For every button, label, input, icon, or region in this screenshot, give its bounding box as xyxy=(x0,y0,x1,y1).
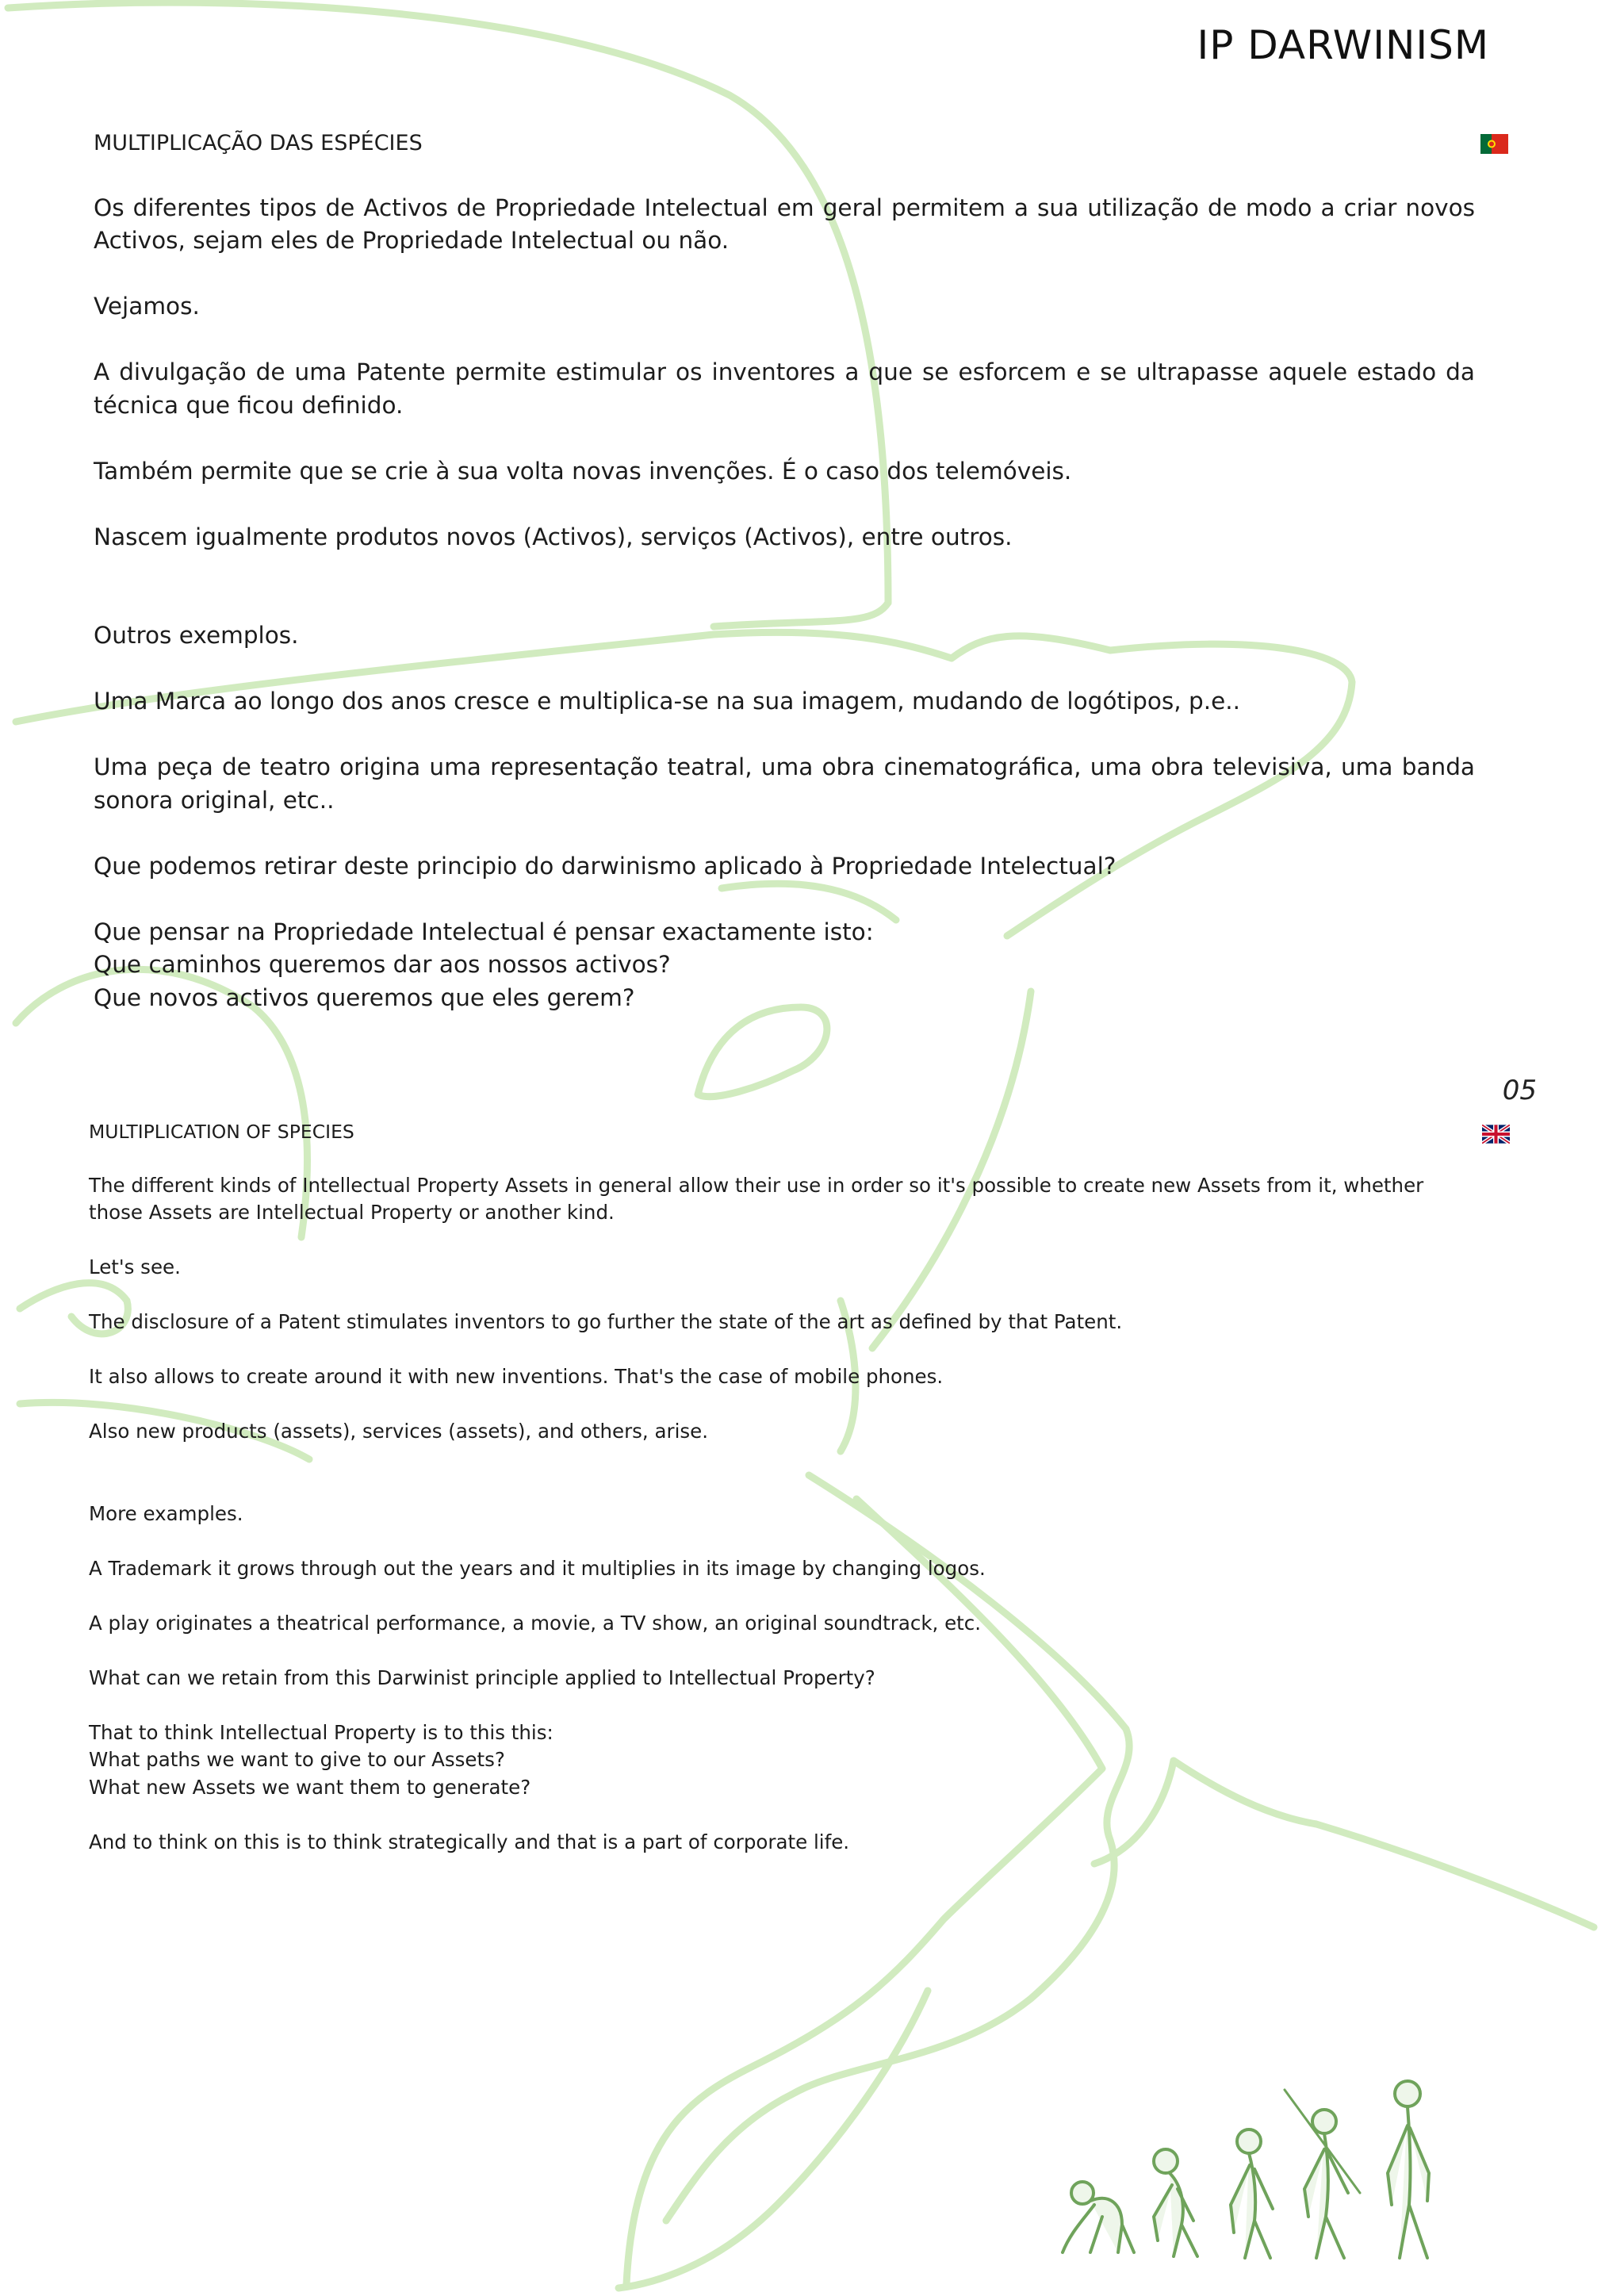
page-number: 05 xyxy=(1502,1075,1537,1106)
paragraph: A play originates a theatrical performance, a movie, a TV show, an original soundtrack, etc. xyxy=(89,1611,982,1635)
paragraph: Os diferentes tipos de Activos de Propriedade Intelectual em geral permitem a sua utilização de modo a criar novos Activos, sejam eles de Propriedade Intelectual ou não. xyxy=(94,194,1475,254)
english-section xyxy=(89,1118,1470,1884)
closing-lines-pt xyxy=(94,916,1475,1015)
paragraph: Outros exemplos. xyxy=(94,622,299,649)
paragraph: It also allows to create around it with new inventions. That's the case of mobile phones. xyxy=(89,1365,944,1388)
evolution-figure xyxy=(1285,2090,1360,2258)
paragraph: More examples. xyxy=(89,1501,243,1525)
paragraph: Let's see. xyxy=(89,1255,181,1278)
closing-line: What new Assets we want them to generate? xyxy=(89,1775,531,1799)
closing-line: Que caminhos queremos dar aos nossos activos? xyxy=(94,951,671,978)
evolution-of-man-icon xyxy=(1047,2074,1491,2264)
portuguese-section xyxy=(94,127,1475,1014)
paragraph: Também permite que se crie à sua volta novas invenções. É o caso dos telemóveis. xyxy=(94,457,1072,485)
page-title: IP DARWINISM xyxy=(1197,22,1489,68)
final-line: And to think on this is to think strategically and that is a part of corporate life. xyxy=(89,1830,850,1853)
closing-lines-en xyxy=(89,1719,1470,1802)
closing-line: That to think Intellectual Property is to this this: xyxy=(89,1720,553,1744)
paragraph: Also new products (assets), services (assets), and others, arise. xyxy=(89,1420,708,1443)
evolution-figure xyxy=(1154,2149,1197,2256)
evolution-figure xyxy=(1063,2182,1134,2252)
paragraph: A Trademark it grows through out the years and it multiplies in its image by changing logos. xyxy=(89,1556,986,1580)
paragraph: The disclosure of a Patent stimulates inventors to go further the state of the art as defined by that Patent. xyxy=(89,1310,1123,1333)
uk-flag-icon xyxy=(1482,1125,1510,1144)
paragraph: Uma peça de teatro origina uma representação teatral, uma obra cinematográfica, uma obra televisiva, uma banda sonora original, etc.. xyxy=(94,753,1475,814)
evolution-figure xyxy=(1388,2081,1429,2258)
paragraph: Vejamos. xyxy=(94,293,200,320)
paragraph: What can we retain from this Darwinist principle applied to Intellectual Property? xyxy=(89,1665,875,1689)
portugal-flag-icon xyxy=(1480,134,1508,154)
paragraph: A divulgação de uma Patente permite estimular os inventores a que se esforcem e se ultrapasse aquele estado da técnica que ficou definido. xyxy=(94,358,1475,419)
closing-line: Que pensar na Propriedade Intelectual é pensar exactamente isto: xyxy=(94,918,874,945)
paragraph: Nascem igualmente produtos novos (Activos), serviços (Activos), entre outros. xyxy=(94,523,1013,550)
evolution-figure xyxy=(1231,2129,1273,2258)
closing-line: Que novos activos queremos que eles gerem? xyxy=(94,983,635,1011)
section-heading-pt: MULTIPLICAÇÃO DAS ESPÉCIES xyxy=(94,131,423,155)
paragraph: The different kinds of Intellectual Property Assets in general allow their use in order so it's possible to create new Assets from it, whether those Assets are Intellectual Property or another kind. xyxy=(89,1173,1424,1224)
paragraph: Uma Marca ao longo dos anos cresce e multiplica-se na sua imagem, mudando de logótipos, p.e.. xyxy=(94,688,1241,715)
section-heading-en: MULTIPLICATION OF SPECIES xyxy=(89,1121,354,1143)
closing-line: What paths we want to give to our Assets? xyxy=(89,1748,505,1771)
paragraph: Que podemos retirar deste principio do darwinismo aplicado à Propriedade Intelectual? xyxy=(94,852,1116,880)
